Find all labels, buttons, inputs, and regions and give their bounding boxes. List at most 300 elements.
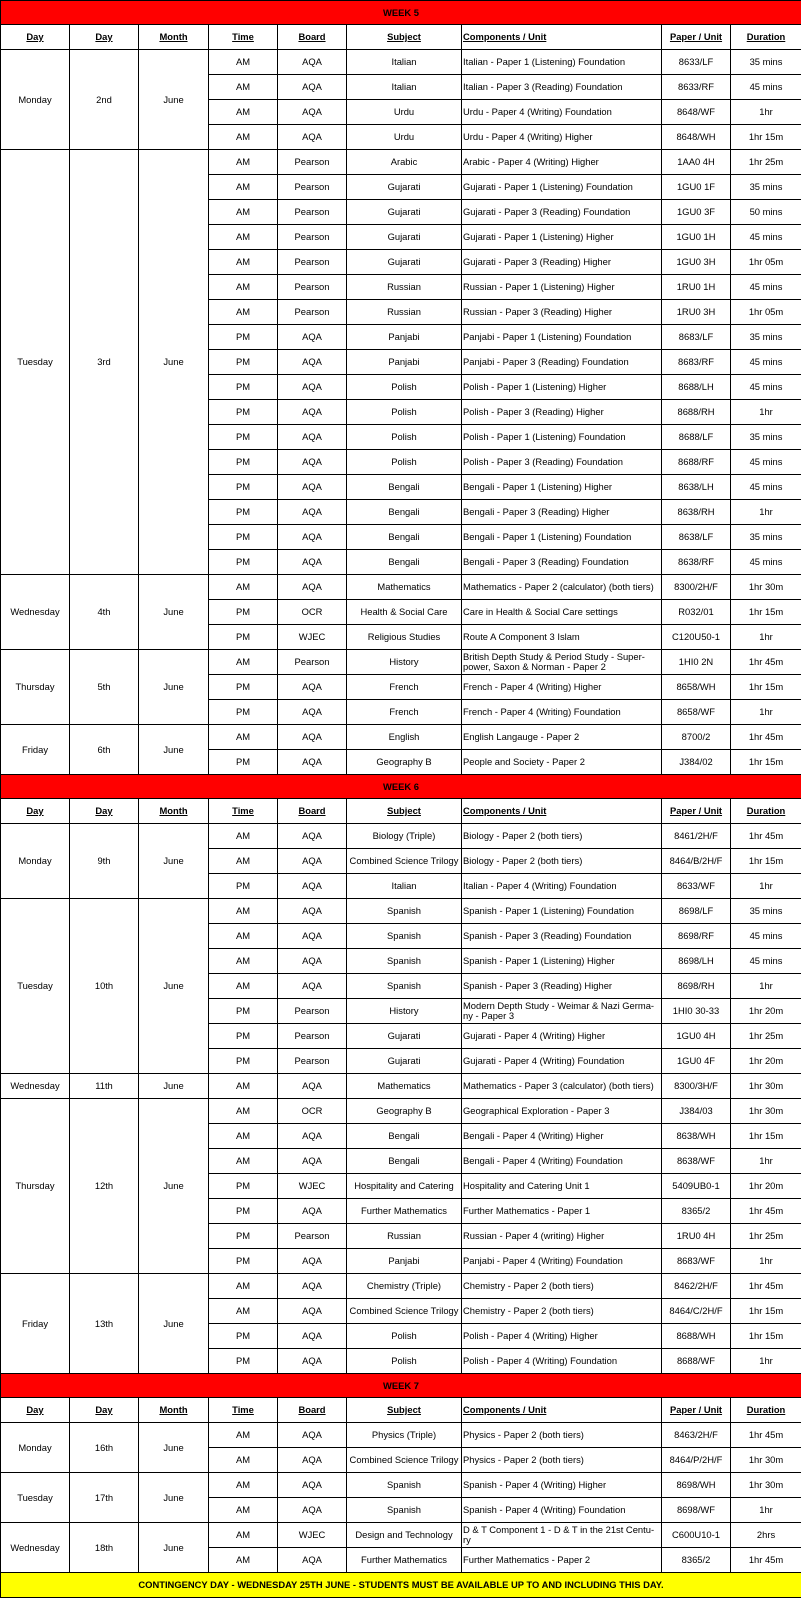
table-row — [1, 650, 801, 675]
time-cell: AM — [209, 650, 278, 675]
time-cell: PM — [209, 600, 278, 625]
header-components: Components / Unit — [462, 25, 662, 50]
paper-cell: 8365/2 — [662, 1199, 731, 1224]
duration-cell: 1hr 15m — [731, 1299, 801, 1324]
components-cell: Russian - Paper 3 (Reading) Higher — [462, 300, 662, 325]
header-time: Time — [209, 799, 278, 824]
paper-cell: 8648/WH — [662, 125, 731, 150]
subject-cell: French — [347, 700, 462, 725]
duration-cell: 45 mins — [731, 475, 801, 500]
board-cell: AQA — [278, 924, 347, 949]
components-cell: Gujarati - Paper 1 (Listening) Foundation — [462, 175, 662, 200]
board-cell: Pearson — [278, 250, 347, 275]
paper-cell: 8638/RH — [662, 500, 731, 525]
time-cell: PM — [209, 450, 278, 475]
day-date-cell: 11th — [70, 1074, 139, 1099]
components-cell: Arabic - Paper 4 (Writing) Higher — [462, 150, 662, 175]
header-paper: Paper / Unit — [662, 25, 731, 50]
month-cell: June — [139, 1423, 209, 1473]
week-banner — [1, 1374, 801, 1398]
duration-cell: 1hr 15m — [731, 1324, 801, 1349]
board-cell: AQA — [278, 1074, 347, 1099]
time-cell: PM — [209, 874, 278, 899]
board-cell: Pearson — [278, 150, 347, 175]
components-cell: Further Mathematics - Paper 2 — [462, 1548, 662, 1573]
table-row — [1, 1274, 801, 1299]
header-time: Time — [209, 25, 278, 50]
time-cell: AM — [209, 100, 278, 125]
subject-cell: History — [347, 999, 462, 1024]
time-cell: PM — [209, 1024, 278, 1049]
components-cell: Panjabi - Paper 4 (Writing) Foundation — [462, 1249, 662, 1274]
components-cell: Route A Component 3 Islam — [462, 625, 662, 650]
components-cell: Biology - Paper 2 (both tiers) — [462, 824, 662, 849]
month-cell: June — [139, 50, 209, 150]
paper-cell: 1GU0 4H — [662, 1024, 731, 1049]
table-row — [1, 575, 801, 600]
time-cell: PM — [209, 525, 278, 550]
board-cell: AQA — [278, 1199, 347, 1224]
contingency-text: CONTINGENCY DAY - WEDNESDAY 25TH JUNE - STUDENTS MUST BE AVAILABLE UP TO AND INCLUDING THIS DAY. — [1, 1573, 801, 1598]
time-cell: AM — [209, 275, 278, 300]
subject-cell: Polish — [347, 425, 462, 450]
subject-cell: Gujarati — [347, 200, 462, 225]
subject-cell: Hospitality and Catering — [347, 1174, 462, 1199]
components-cell: Bengali - Paper 1 (Listening) Foundation — [462, 525, 662, 550]
subject-cell: Gujarati — [347, 1049, 462, 1074]
time-cell: PM — [209, 750, 278, 775]
time-cell: PM — [209, 1174, 278, 1199]
duration-cell: 45 mins — [731, 275, 801, 300]
subject-cell: Bengali — [347, 500, 462, 525]
time-cell: AM — [209, 1423, 278, 1448]
paper-cell: 8300/2H/F — [662, 575, 731, 600]
components-cell: Russian - Paper 1 (Listening) Higher — [462, 275, 662, 300]
header-subject: Subject — [347, 799, 462, 824]
header-row — [1, 25, 801, 50]
time-cell: AM — [209, 1124, 278, 1149]
subject-cell: Geography B — [347, 750, 462, 775]
day-date-cell: 6th — [70, 725, 139, 775]
components-cell: Russian - Paper 4 (writing) Higher — [462, 1224, 662, 1249]
subject-cell: Gujarati — [347, 1024, 462, 1049]
table-row — [1, 1074, 801, 1099]
subject-cell: Gujarati — [347, 175, 462, 200]
subject-cell: Further Mathematics — [347, 1548, 462, 1573]
subject-cell: History — [347, 650, 462, 675]
time-cell: PM — [209, 375, 278, 400]
duration-cell: 1hr 20m — [731, 1174, 801, 1199]
table-row — [1, 824, 801, 849]
paper-cell: 8365/2 — [662, 1548, 731, 1573]
paper-cell: 8464/P/2H/F — [662, 1448, 731, 1473]
board-cell: AQA — [278, 550, 347, 575]
duration-cell: 1hr — [731, 974, 801, 999]
board-cell: AQA — [278, 1249, 347, 1274]
subject-cell: Spanish — [347, 1473, 462, 1498]
components-cell: British Depth Study & Period Study - Super-power, Saxon & Norman - Paper 2 — [462, 650, 662, 675]
week-banner — [1, 775, 801, 799]
subject-cell: Bengali — [347, 1149, 462, 1174]
header-time: Time — [209, 1398, 278, 1423]
components-cell: Urdu - Paper 4 (Writing) Foundation — [462, 100, 662, 125]
components-cell: Panjabi - Paper 3 (Reading) Foundation — [462, 350, 662, 375]
day-name-cell: Monday — [1, 50, 70, 150]
header-day: Day — [1, 799, 70, 824]
board-cell: AQA — [278, 375, 347, 400]
time-cell: PM — [209, 625, 278, 650]
time-cell: AM — [209, 949, 278, 974]
paper-cell: 8683/RF — [662, 350, 731, 375]
time-cell: AM — [209, 1299, 278, 1324]
paper-cell: 8688/LF — [662, 425, 731, 450]
duration-cell: 1hr 45m — [731, 1199, 801, 1224]
header-day: Day — [1, 1398, 70, 1423]
components-cell: Geographical Exploration - Paper 3 — [462, 1099, 662, 1124]
subject-cell: Polish — [347, 1324, 462, 1349]
day-date-cell: 10th — [70, 899, 139, 1074]
duration-cell: 1hr 15m — [731, 849, 801, 874]
subject-cell: Spanish — [347, 949, 462, 974]
duration-cell: 1hr — [731, 100, 801, 125]
time-cell: PM — [209, 700, 278, 725]
time-cell: AM — [209, 974, 278, 999]
time-cell: AM — [209, 150, 278, 175]
board-cell: OCR — [278, 1099, 347, 1124]
subject-cell: Panjabi — [347, 1249, 462, 1274]
paper-cell: 8698/RF — [662, 924, 731, 949]
subject-cell: Russian — [347, 275, 462, 300]
day-name-cell: Friday — [1, 725, 70, 775]
month-cell: June — [139, 150, 209, 575]
paper-cell: 8698/RH — [662, 974, 731, 999]
time-cell: AM — [209, 200, 278, 225]
day-name-cell: Thursday — [1, 650, 70, 725]
board-cell: AQA — [278, 1448, 347, 1473]
paper-cell: 1GU0 3F — [662, 200, 731, 225]
header-board: Board — [278, 799, 347, 824]
header-day: Day — [1, 25, 70, 50]
subject-cell: Design and Technology — [347, 1523, 462, 1548]
duration-cell: 45 mins — [731, 225, 801, 250]
duration-cell: 35 mins — [731, 899, 801, 924]
board-cell: AQA — [278, 575, 347, 600]
month-cell: June — [139, 575, 209, 650]
month-cell: June — [139, 1274, 209, 1374]
subject-cell: Combined Science Trilogy — [347, 849, 462, 874]
paper-cell: 1HI0 2N — [662, 650, 731, 675]
time-cell: AM — [209, 575, 278, 600]
paper-cell: 8698/WH — [662, 1473, 731, 1498]
paper-cell: 8464/B/2H/F — [662, 849, 731, 874]
duration-cell: 35 mins — [731, 425, 801, 450]
components-cell: French - Paper 4 (Writing) Higher — [462, 675, 662, 700]
time-cell: AM — [209, 1548, 278, 1573]
time-cell: AM — [209, 50, 278, 75]
subject-cell: Biology (Triple) — [347, 824, 462, 849]
components-cell: Italian - Paper 3 (Reading) Foundation — [462, 75, 662, 100]
duration-cell: 1hr 30m — [731, 1473, 801, 1498]
duration-cell: 1hr 20m — [731, 1049, 801, 1074]
time-cell: AM — [209, 1448, 278, 1473]
components-cell: Chemistry - Paper 2 (both tiers) — [462, 1299, 662, 1324]
table-row — [1, 1473, 801, 1498]
duration-cell: 1hr 30m — [731, 1074, 801, 1099]
paper-cell: 8658/WF — [662, 700, 731, 725]
day-name-cell: Wednesday — [1, 575, 70, 650]
components-cell: Italian - Paper 4 (Writing) Foundation — [462, 874, 662, 899]
duration-cell: 1hr 15m — [731, 750, 801, 775]
duration-cell: 1hr — [731, 1498, 801, 1523]
day-name-cell: Monday — [1, 824, 70, 899]
board-cell: Pearson — [278, 999, 347, 1024]
components-cell: Gujarati - Paper 4 (Writing) Higher — [462, 1024, 662, 1049]
board-cell: AQA — [278, 1498, 347, 1523]
month-cell: June — [139, 1473, 209, 1523]
duration-cell: 1hr 45m — [731, 1274, 801, 1299]
day-name-cell: Monday — [1, 1423, 70, 1473]
duration-cell: 1hr 15m — [731, 125, 801, 150]
board-cell: AQA — [278, 1423, 347, 1448]
components-cell: Physics - Paper 2 (both tiers) — [462, 1448, 662, 1473]
duration-cell: 1hr 15m — [731, 675, 801, 700]
duration-cell: 1hr 30m — [731, 575, 801, 600]
duration-cell: 2hrs — [731, 1523, 801, 1548]
day-date-cell: 16th — [70, 1423, 139, 1473]
header-paper: Paper / Unit — [662, 1398, 731, 1423]
paper-cell: 8633/LF — [662, 50, 731, 75]
week-title: WEEK 7 — [1, 1374, 801, 1398]
duration-cell: 1hr — [731, 500, 801, 525]
day-name-cell: Tuesday — [1, 1473, 70, 1523]
time-cell: PM — [209, 1349, 278, 1374]
header-board: Board — [278, 1398, 347, 1423]
board-cell: AQA — [278, 1324, 347, 1349]
subject-cell: Panjabi — [347, 325, 462, 350]
day-date-cell: 18th — [70, 1523, 139, 1573]
components-cell: Gujarati - Paper 3 (Reading) Foundation — [462, 200, 662, 225]
components-cell: Bengali - Paper 1 (Listening) Higher — [462, 475, 662, 500]
paper-cell: 8688/LH — [662, 375, 731, 400]
paper-cell: 8698/LH — [662, 949, 731, 974]
paper-cell: 8300/3H/F — [662, 1074, 731, 1099]
time-cell: AM — [209, 1523, 278, 1548]
board-cell: AQA — [278, 700, 347, 725]
header-paper: Paper / Unit — [662, 799, 731, 824]
subject-cell: Italian — [347, 874, 462, 899]
time-cell: AM — [209, 725, 278, 750]
time-cell: PM — [209, 425, 278, 450]
board-cell: AQA — [278, 1349, 347, 1374]
time-cell: AM — [209, 1099, 278, 1124]
components-cell: Mathematics - Paper 2 (calculator) (both tiers) — [462, 575, 662, 600]
components-cell: Urdu - Paper 4 (Writing) Higher — [462, 125, 662, 150]
board-cell: AQA — [278, 450, 347, 475]
paper-cell: 1GU0 1H — [662, 225, 731, 250]
board-cell: WJEC — [278, 625, 347, 650]
subject-cell: Spanish — [347, 899, 462, 924]
board-cell: Pearson — [278, 275, 347, 300]
paper-cell: 8683/LF — [662, 325, 731, 350]
subject-cell: Bengali — [347, 550, 462, 575]
time-cell: PM — [209, 350, 278, 375]
duration-cell: 1hr 05m — [731, 300, 801, 325]
duration-cell: 1hr — [731, 700, 801, 725]
time-cell: AM — [209, 849, 278, 874]
components-cell: Spanish - Paper 4 (Writing) Higher — [462, 1473, 662, 1498]
duration-cell: 1hr 45m — [731, 650, 801, 675]
week-banner — [1, 1, 801, 25]
components-cell: Spanish - Paper 1 (Listening) Foundation — [462, 899, 662, 924]
time-cell: AM — [209, 125, 278, 150]
components-cell: Gujarati - Paper 4 (Writing) Foundation — [462, 1049, 662, 1074]
subject-cell: Russian — [347, 300, 462, 325]
components-cell: Polish - Paper 3 (Reading) Foundation — [462, 450, 662, 475]
time-cell: AM — [209, 1498, 278, 1523]
components-cell: Polish - Paper 3 (Reading) Higher — [462, 400, 662, 425]
time-cell: PM — [209, 675, 278, 700]
day-name-cell: Tuesday — [1, 899, 70, 1074]
table-row — [1, 150, 801, 175]
subject-cell: Chemistry (Triple) — [347, 1274, 462, 1299]
day-date-cell: 13th — [70, 1274, 139, 1374]
paper-cell: 8648/WF — [662, 100, 731, 125]
time-cell: PM — [209, 1199, 278, 1224]
duration-cell: 1hr — [731, 1149, 801, 1174]
board-cell: AQA — [278, 475, 347, 500]
board-cell: Pearson — [278, 175, 347, 200]
header-board: Board — [278, 25, 347, 50]
day-name-cell: Tuesday — [1, 150, 70, 575]
header-row — [1, 1398, 801, 1423]
paper-cell: C600U10-1 — [662, 1523, 731, 1548]
day-date-cell: 9th — [70, 824, 139, 899]
duration-cell: 45 mins — [731, 949, 801, 974]
header-duration: Duration — [731, 799, 801, 824]
board-cell: AQA — [278, 949, 347, 974]
duration-cell: 1hr 15m — [731, 600, 801, 625]
month-cell: June — [139, 1523, 209, 1573]
header-subject: Subject — [347, 25, 462, 50]
paper-cell: 1GU0 4F — [662, 1049, 731, 1074]
time-cell: AM — [209, 1274, 278, 1299]
subject-cell: Polish — [347, 1349, 462, 1374]
board-cell: AQA — [278, 1274, 347, 1299]
duration-cell: 1hr 25m — [731, 1024, 801, 1049]
components-cell: People and Society - Paper 2 — [462, 750, 662, 775]
paper-cell: 8638/WH — [662, 1124, 731, 1149]
month-cell: June — [139, 725, 209, 775]
components-cell: Care in Health & Social Care settings — [462, 600, 662, 625]
paper-cell: J384/02 — [662, 750, 731, 775]
paper-cell: 8700/2 — [662, 725, 731, 750]
subject-cell: Arabic — [347, 150, 462, 175]
time-cell: PM — [209, 1049, 278, 1074]
day-date-cell: 4th — [70, 575, 139, 650]
paper-cell: C120U50-1 — [662, 625, 731, 650]
duration-cell: 1hr 45m — [731, 824, 801, 849]
duration-cell: 1hr 25m — [731, 150, 801, 175]
subject-cell: Bengali — [347, 475, 462, 500]
paper-cell: J384/03 — [662, 1099, 731, 1124]
paper-cell: 8463/2H/F — [662, 1423, 731, 1448]
paper-cell: 1HI0 30-33 — [662, 999, 731, 1024]
time-cell: AM — [209, 1149, 278, 1174]
time-cell: PM — [209, 475, 278, 500]
board-cell: AQA — [278, 125, 347, 150]
components-cell: Gujarati - Paper 3 (Reading) Higher — [462, 250, 662, 275]
subject-cell: Polish — [347, 450, 462, 475]
subject-cell: Bengali — [347, 1124, 462, 1149]
duration-cell: 45 mins — [731, 450, 801, 475]
components-cell: Chemistry - Paper 2 (both tiers) — [462, 1274, 662, 1299]
duration-cell: 1hr 25m — [731, 1224, 801, 1249]
duration-cell: 1hr — [731, 1349, 801, 1374]
board-cell: AQA — [278, 1548, 347, 1573]
subject-cell: Polish — [347, 400, 462, 425]
day-date-cell: 2nd — [70, 50, 139, 150]
month-cell: June — [139, 1074, 209, 1099]
components-cell: Bengali - Paper 3 (Reading) Higher — [462, 500, 662, 525]
subject-cell: Physics (Triple) — [347, 1423, 462, 1448]
duration-cell: 1hr 20m — [731, 999, 801, 1024]
duration-cell: 35 mins — [731, 50, 801, 75]
header-date: Day — [70, 799, 139, 824]
board-cell: AQA — [278, 1124, 347, 1149]
board-cell: Pearson — [278, 200, 347, 225]
components-cell: Mathematics - Paper 3 (calculator) (both tiers) — [462, 1074, 662, 1099]
time-cell: AM — [209, 175, 278, 200]
subject-cell: Urdu — [347, 100, 462, 125]
duration-cell: 35 mins — [731, 525, 801, 550]
board-cell: AQA — [278, 400, 347, 425]
board-cell: AQA — [278, 675, 347, 700]
time-cell: AM — [209, 824, 278, 849]
day-date-cell: 5th — [70, 650, 139, 725]
paper-cell: 1GU0 1F — [662, 175, 731, 200]
board-cell: AQA — [278, 750, 347, 775]
components-cell: Bengali - Paper 4 (Writing) Foundation — [462, 1149, 662, 1174]
time-cell: PM — [209, 1224, 278, 1249]
subject-cell: Health & Social Care — [347, 600, 462, 625]
paper-cell: 1AA0 4H — [662, 150, 731, 175]
components-cell: Panjabi - Paper 1 (Listening) Foundation — [462, 325, 662, 350]
components-cell: Modern Depth Study - Weimar & Nazi Germa-ny - Paper 3 — [462, 999, 662, 1024]
board-cell: AQA — [278, 1473, 347, 1498]
subject-cell: Spanish — [347, 1498, 462, 1523]
board-cell: Pearson — [278, 1049, 347, 1074]
duration-cell: 1hr 30m — [731, 1448, 801, 1473]
header-row — [1, 799, 801, 824]
components-cell: Biology - Paper 2 (both tiers) — [462, 849, 662, 874]
duration-cell: 1hr 45m — [731, 1548, 801, 1573]
paper-cell: 8464/C/2H/F — [662, 1299, 731, 1324]
components-cell: Spanish - Paper 1 (Listening) Higher — [462, 949, 662, 974]
header-month: Month — [139, 799, 209, 824]
paper-cell: 8688/RF — [662, 450, 731, 475]
paper-cell: 8462/2H/F — [662, 1274, 731, 1299]
board-cell: AQA — [278, 50, 347, 75]
duration-cell: 45 mins — [731, 375, 801, 400]
subject-cell: Panjabi — [347, 350, 462, 375]
board-cell: AQA — [278, 350, 347, 375]
subject-cell: English — [347, 725, 462, 750]
time-cell: PM — [209, 550, 278, 575]
paper-cell: 8638/LF — [662, 525, 731, 550]
board-cell: AQA — [278, 1149, 347, 1174]
time-cell: PM — [209, 325, 278, 350]
paper-cell: 1RU0 4H — [662, 1224, 731, 1249]
